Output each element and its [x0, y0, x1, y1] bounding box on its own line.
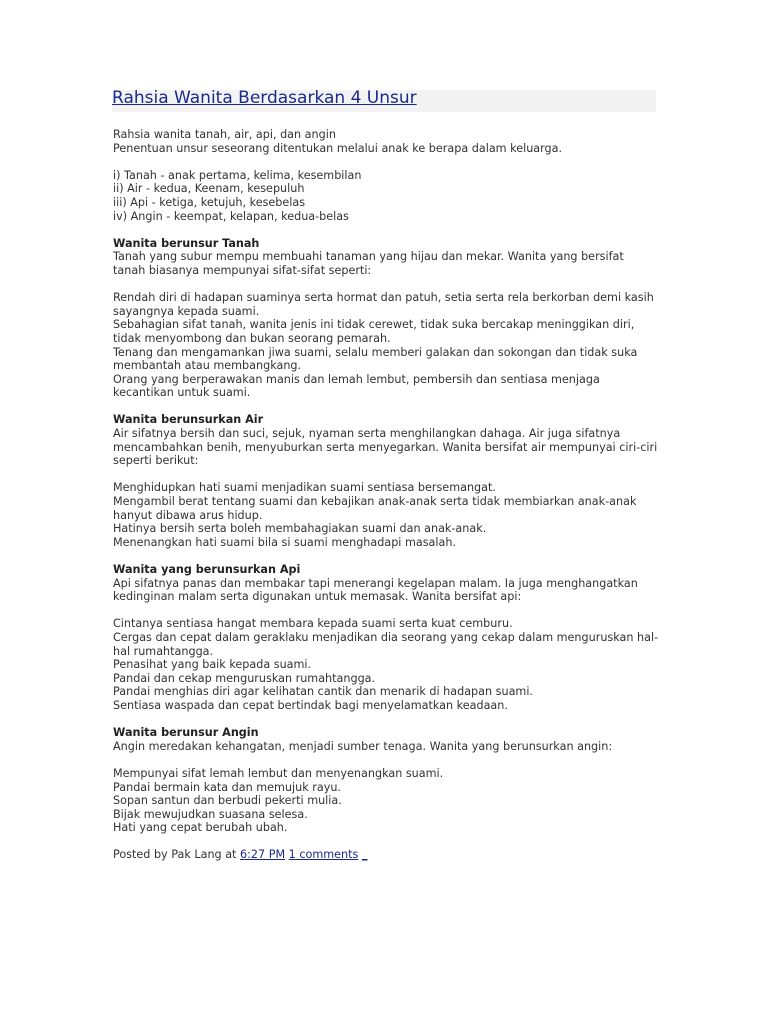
trait-line: tidak menyombong dan bukan seorang pemarah. — [113, 331, 391, 345]
trait-line: Menghidupkan hati suami menjadikan suami sentiasa bersemangat. — [113, 481, 496, 495]
trait-line: Menenangkan hati suami bila si suami menghadapi masalah. — [113, 535, 457, 549]
section-desc-line: tanah biasanya mempunyai sifat-sifat seperti: — [113, 263, 372, 277]
section-desc-line: Tanah yang subur mempu membuahi tanaman yang hijau dan mekar. Wanita yang bersifat — [113, 250, 624, 264]
intro-line: Penentuan unsur seseorang ditentukan melalui anak ke berapa dalam keluarga. — [113, 141, 563, 155]
post-time-link[interactable]: 6:27 PM — [240, 848, 286, 862]
list-item: i) Tanah - anak pertama, kelima, kesembilan — [113, 168, 362, 182]
spacer — [113, 278, 663, 292]
trait-line: Tenang dan mengamankan jiwa suami, selalu memberi galakan dan sokongan dan tidak suka — [113, 345, 638, 359]
section-heading: Wanita berunsurkan Air — [113, 413, 264, 427]
section-heading: Wanita berunsur Tanah — [113, 236, 260, 250]
post-body — [113, 128, 663, 862]
list-item: ii) Air - kedua, Keenam, kesepuluh — [113, 182, 305, 196]
section-desc-line: Air sifatnya bersih dan suci, sejuk, nyaman serta menghilangkan dahaga. Air juga sifatnya — [113, 427, 621, 441]
section-angin — [113, 726, 663, 835]
trait-line: hal rumahtangga. — [113, 644, 214, 658]
intro-line: Rahsia wanita tanah, air, api, dan angin — [113, 128, 336, 141]
list-item: iii) Api - ketiga, ketujuh, kesebelas — [113, 195, 306, 209]
trait-line: Cergas dan cepat dalam geraklaku menjadikan dia seorang yang cekap dalam menguruskan hal- — [113, 630, 659, 644]
trait-line: Hatinya bersih serta boleh membahagiakan suami dan anak-anak. — [113, 522, 487, 536]
post-footer — [113, 848, 663, 862]
trait-line: Orang yang berperawakan manis dan lemah lembut, pembersih dan sentiasa menjaga — [113, 372, 600, 386]
trait-line: Sebahagian sifat tanah, wanita jenis ini tidak cerewet, tidak suka bercakap meninggikan diri, — [113, 318, 635, 332]
section-air — [113, 413, 663, 549]
trait-line: Penasihat yang baik kepada suami. — [113, 658, 312, 672]
list-item: iv) Angin - keempat, kelapan, kedua-belas — [113, 209, 349, 223]
trait-line: Pandai bermain kata dan memujuk rayu. — [113, 780, 341, 794]
section-desc-line: Angin meredakan kehangatan, menjadi sumber tenaga. Wanita yang berunsurkan angin: — [113, 739, 613, 753]
section-tanah — [113, 237, 663, 400]
posted-by-text: Posted by Pak Lang at — [113, 848, 237, 862]
intro — [113, 128, 663, 155]
trait-line: Mempunyai sifat lemah lembut dan menyenangkan suami. — [113, 766, 444, 780]
trait-line: Pandai dan cekap menguruskan rumahtangga. — [113, 671, 376, 685]
trait-line: Cintanya sentiasa hangat membara kepada suami serta kuat cemburu. — [113, 617, 513, 631]
trait-line: Bijak mewujudkan suasana selesa. — [113, 807, 308, 821]
section-api — [113, 563, 663, 713]
post-title[interactable]: Rahsia Wanita Berdasarkan 4 Unsur — [112, 88, 417, 108]
trait-line: kecantikan untuk suami. — [113, 386, 251, 400]
trait-line: sayangnya kepada suami. — [113, 304, 260, 318]
comments-link[interactable]: 1 comments — [288, 848, 359, 862]
section-desc-line: mencambahkan benih, menyuburkan serta menyegarkan. Wanita bersifat air mempunyai ciri-ciri — [113, 440, 658, 454]
section-heading: Wanita berunsur Angin — [113, 726, 259, 740]
section-desc-line: seperti berikut: — [113, 454, 199, 468]
section-heading: Wanita yang berunsurkan Api — [113, 563, 301, 576]
trait-line: Sopan santun dan berbudi pekerti mulia. — [113, 794, 342, 808]
trait-line: membantah atau membangkang. — [113, 359, 302, 373]
spacer — [113, 604, 663, 618]
trait-line: Pandai menghias diri agar kelihatan cantik dan menarik di hadapan suami. — [113, 685, 533, 699]
trait-line: Rendah diri di hadapan suaminya serta hormat dan patuh, setia serta rela berkorban demi kasih — [113, 291, 654, 305]
section-desc-line: kedinginan malam serta digunakan untuk memasak. Wanita bersifat api: — [113, 590, 522, 604]
trait-line: hanyut dibawa arus hidup. — [113, 508, 263, 522]
trait-line: Mengambil berat tentang suami dan kebajikan anak-anak serta tidak membiarkan anak-anak — [113, 495, 637, 509]
trait-line: Sentiasa waspada dan cepat bertindak bagi menyelamatkan keadaan. — [113, 698, 508, 712]
element-order-list — [113, 169, 663, 223]
spacer — [113, 753, 663, 767]
spacer — [113, 468, 663, 482]
quick-edit-link[interactable]: _ — [361, 848, 368, 862]
section-desc-line: Api sifatnya panas dan membakar tapi menerangi kegelapan malam. Ia juga menghangatkan — [113, 576, 638, 590]
trait-line: Hati yang cepat berubah ubah. — [113, 821, 288, 835]
